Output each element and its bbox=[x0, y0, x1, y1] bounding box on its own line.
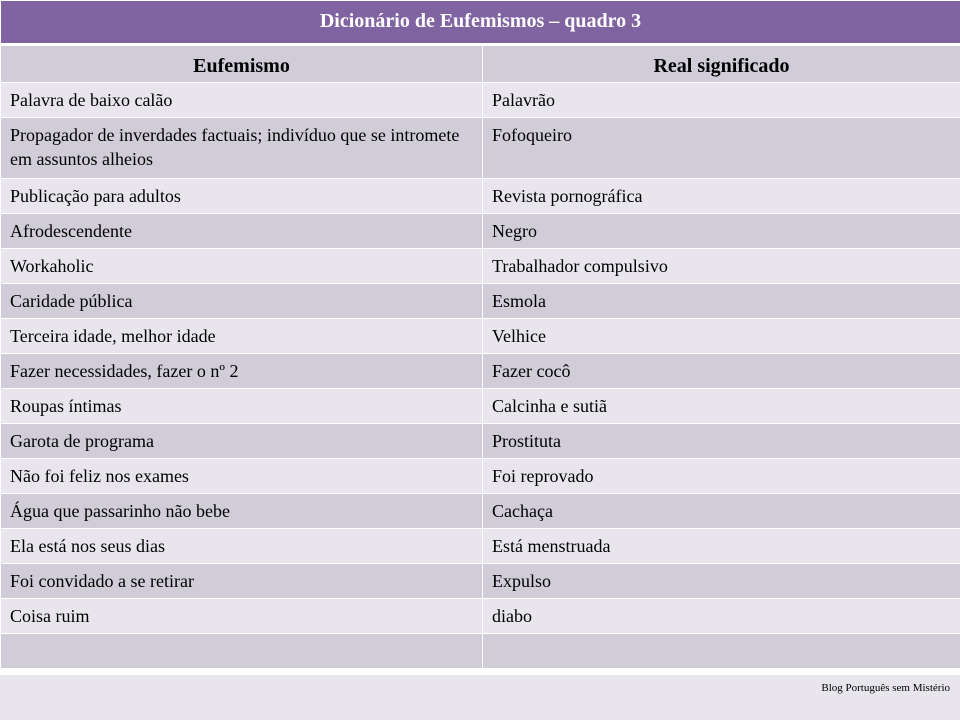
column-header-row bbox=[1, 45, 960, 83]
euphemism-cell: Não foi feliz nos exames bbox=[1, 459, 483, 494]
table-row bbox=[1, 424, 960, 459]
meaning-cell bbox=[483, 634, 960, 669]
euphemism-cell: Afrodescendente bbox=[1, 214, 483, 249]
euphemism-cell: Propagador de inverdades factuais; indivíduo que se intromete em assuntos alheios bbox=[1, 118, 483, 179]
euphemism-cell: Roupas íntimas bbox=[1, 389, 483, 424]
table-row bbox=[1, 494, 960, 529]
euphemism-cell: Água que passarinho não bebe bbox=[1, 494, 483, 529]
meaning-cell: Cachaça bbox=[483, 494, 960, 529]
table-row bbox=[1, 284, 960, 319]
table-row bbox=[1, 354, 960, 389]
table-row bbox=[1, 83, 960, 118]
meaning-cell: Negro bbox=[483, 214, 960, 249]
table-title: Dicionário de Eufemismos – quadro 3 bbox=[1, 1, 960, 45]
table-row bbox=[1, 319, 960, 354]
euphemism-cell: Publicação para adultos bbox=[1, 179, 483, 214]
table-row bbox=[1, 599, 960, 634]
footer-band bbox=[0, 675, 960, 720]
table-title-row bbox=[1, 1, 960, 45]
meaning-cell: Velhice bbox=[483, 319, 960, 354]
euphemism-cell: Workaholic bbox=[1, 249, 483, 284]
meaning-cell: Trabalhador compulsivo bbox=[483, 249, 960, 284]
euphemism-cell: Coisa ruim bbox=[1, 599, 483, 634]
table-row bbox=[1, 634, 960, 669]
euphemism-cell: Fazer necessidades, fazer o nº 2 bbox=[1, 354, 483, 389]
euphemism-cell: Terceira idade, melhor idade bbox=[1, 319, 483, 354]
meaning-cell: Esmola bbox=[483, 284, 960, 319]
table-row bbox=[1, 214, 960, 249]
meaning-cell: Fofoqueiro bbox=[483, 118, 960, 179]
euphemism-cell: Palavra de baixo calão bbox=[1, 83, 483, 118]
euphemism-cell: Ela está nos seus dias bbox=[1, 529, 483, 564]
meaning-cell: Expulso bbox=[483, 564, 960, 599]
euphemism-cell: Foi convidado a se retirar bbox=[1, 564, 483, 599]
euphemism-cell: Caridade pública bbox=[1, 284, 483, 319]
table-row bbox=[1, 564, 960, 599]
column-header-meaning: Real significado bbox=[483, 45, 960, 83]
table-row bbox=[1, 389, 960, 424]
euphemism-cell: Garota de programa bbox=[1, 424, 483, 459]
meaning-cell: Revista pornográfica bbox=[483, 179, 960, 214]
table-row bbox=[1, 118, 960, 179]
meaning-cell: Está menstruada bbox=[483, 529, 960, 564]
credit-text: Blog Português sem Mistério bbox=[821, 682, 950, 694]
table-row bbox=[1, 249, 960, 284]
table-row bbox=[1, 459, 960, 494]
meaning-cell: Foi reprovado bbox=[483, 459, 960, 494]
euphemism-cell bbox=[1, 634, 483, 669]
meaning-cell: Palavrão bbox=[483, 83, 960, 118]
meaning-cell: diabo bbox=[483, 599, 960, 634]
meaning-cell: Calcinha e sutiã bbox=[483, 389, 960, 424]
table-row bbox=[1, 529, 960, 564]
meaning-cell: Fazer cocô bbox=[483, 354, 960, 389]
meaning-cell: Prostituta bbox=[483, 424, 960, 459]
table-row bbox=[1, 179, 960, 214]
column-header-euphemism: Eufemismo bbox=[1, 45, 483, 83]
